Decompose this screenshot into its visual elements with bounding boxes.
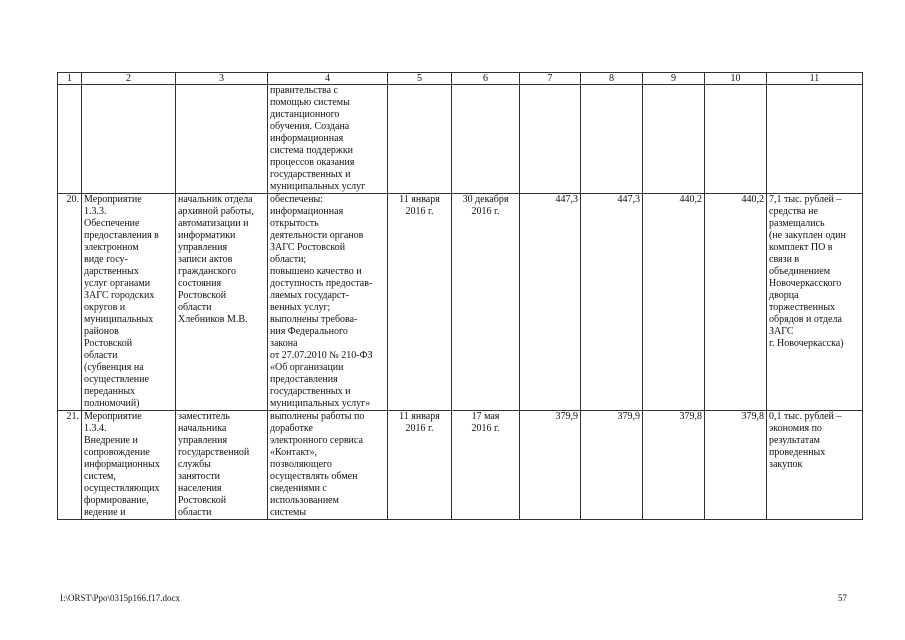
start-date: 11 января 2016 г.	[388, 194, 452, 411]
table-row	[58, 411, 863, 520]
end-date	[452, 85, 520, 194]
expected-result: выполнены работы по доработке электронного сервиса «Контакт», позволяющего осуществлять обмен сведениями с использованием системы	[268, 411, 388, 520]
table-row	[58, 194, 863, 411]
file-path: I:\ORST\Ppo\0315p166.f17.docx	[60, 593, 181, 603]
value-col8	[581, 85, 643, 194]
expected-result: правительства с помощью системы дистанционного обучения. Создана информационная система поддержки процессов оказания государственных и муниципальных услуг	[268, 85, 388, 194]
value-col9	[643, 85, 705, 194]
column-number-row	[58, 73, 863, 85]
table-row	[58, 85, 863, 194]
column-number: 3	[176, 73, 268, 85]
column-number: 11	[767, 73, 863, 85]
activity-name: Мероприятие 1.3.3. Обеспечение предоставления в электронном виде госу- дарственных услуг органами ЗАГС городских округов и муниципальных районов Ростовской области (субвенция на осуществление переданных полномочий)	[82, 194, 176, 411]
column-number: 2	[82, 73, 176, 85]
row-number	[58, 85, 82, 194]
value-col10: 379,8	[705, 411, 767, 520]
value-col7	[520, 85, 581, 194]
value-col7: 447,3	[520, 194, 581, 411]
program-table	[57, 72, 863, 520]
column-number: 4	[268, 73, 388, 85]
value-col7: 379,9	[520, 411, 581, 520]
expected-result: обеспечены: информационная открытость деятельности органов ЗАГС Ростовской области; повышено качество и доступность предостав- ляемых государст- венных услуг; выполнены требова- ния Федерального закона от 27.07.2010 № 210-ФЗ «Об организации предоставления государственных и муниципальных услуг»	[268, 194, 388, 411]
column-number: 9	[643, 73, 705, 85]
column-number: 5	[388, 73, 452, 85]
note: 0,1 тыс. рублей – экономия по результатам проведенных закупок	[767, 411, 863, 520]
value-col9: 379,8	[643, 411, 705, 520]
end-date: 17 мая 2016 г.	[452, 411, 520, 520]
column-number: 10	[705, 73, 767, 85]
responsible-person: заместитель начальника управления государственной службы занятости населения Ростовской области	[176, 411, 268, 520]
responsible-person	[176, 85, 268, 194]
note: 7,1 тыс. рублей – средства не размещались (не закуплен один комплект ПО в связи в объединением Новочеркасского дворца торжественных обрядов и отдела ЗАГС г. Новочеркасска)	[767, 194, 863, 411]
value-col10: 440,2	[705, 194, 767, 411]
column-number: 6	[452, 73, 520, 85]
column-number: 8	[581, 73, 643, 85]
start-date	[388, 85, 452, 194]
responsible-person: начальник отдела архивной работы, автоматизации и информатики управления записи актов гражданского состояния Ростовской области Хлебников М.В.	[176, 194, 268, 411]
value-col10	[705, 85, 767, 194]
activity-name	[82, 85, 176, 194]
start-date: 11 января 2016 г.	[388, 411, 452, 520]
page-number: 57	[838, 593, 847, 603]
value-col9: 440,2	[643, 194, 705, 411]
note	[767, 85, 863, 194]
column-number: 1	[58, 73, 82, 85]
value-col8: 379,9	[581, 411, 643, 520]
row-number: 20.	[58, 194, 82, 411]
value-col8: 447,3	[581, 194, 643, 411]
row-number: 21.	[58, 411, 82, 520]
column-number: 7	[520, 73, 581, 85]
end-date: 30 декабря 2016 г.	[452, 194, 520, 411]
activity-name: Мероприятие 1.3.4. Внедрение и сопровождение информационных систем, осуществляющих формирование, ведение и	[82, 411, 176, 520]
